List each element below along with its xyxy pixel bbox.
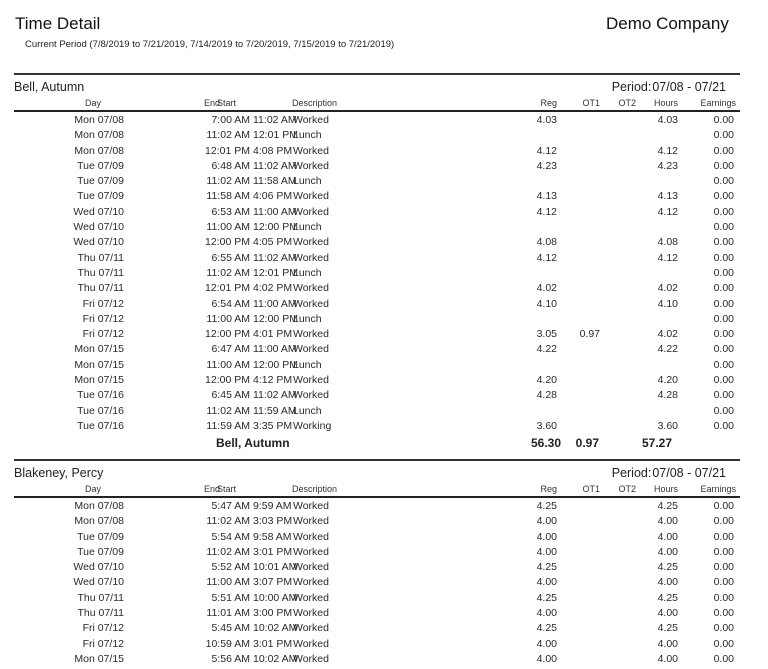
cell-description: Lunch — [293, 266, 322, 279]
cell-reg: 4.20 — [536, 374, 557, 387]
cell-description: Worked — [293, 637, 329, 650]
cell-earnings: 0.00 — [713, 343, 734, 356]
cell-earnings: 0.00 — [713, 190, 734, 203]
cell-reg: 4.25 — [536, 561, 557, 574]
cell-end: 11:58 AM — [253, 175, 297, 188]
cell-reg: 4.00 — [536, 515, 557, 528]
cell-start: 12:01 PM — [205, 282, 250, 295]
cell-description: Worked — [293, 144, 329, 157]
employee-name: Blakeney, Percy — [14, 466, 104, 480]
cell-earnings: 0.00 — [713, 652, 734, 665]
cell-day: Wed 07/10 — [73, 205, 124, 218]
cell-start: 11:02 AM — [206, 175, 250, 188]
cell-description: Worked — [293, 190, 329, 203]
employee-name: Bell, Autumn — [14, 80, 85, 94]
cell-end: 3:03 PM — [253, 515, 293, 528]
cell-description: Worked — [293, 591, 329, 604]
table-row — [14, 388, 740, 403]
cell-reg: 3.05 — [536, 328, 557, 341]
cell-end: 3:07 PM — [253, 576, 293, 589]
cell-start: 11:01 AM — [206, 607, 250, 620]
cell-start: 5:52 AM — [211, 561, 250, 574]
table-row — [14, 530, 740, 545]
cell-day: Thu 07/11 — [77, 266, 124, 279]
cell-earnings: 0.00 — [713, 221, 734, 234]
cell-end: 12:00 PM — [253, 312, 298, 325]
cell-reg: 3.60 — [536, 419, 557, 432]
cell-end: 4:05 PM — [253, 236, 293, 249]
cell-description: Worked — [293, 622, 329, 635]
cell-start: 5:51 AM — [211, 591, 250, 604]
cell-description: Lunch — [293, 404, 322, 417]
cell-hours: 4.22 — [657, 343, 678, 356]
cell-hours: 4.03 — [657, 114, 678, 126]
table-row — [14, 637, 740, 652]
column-header-start: Start — [216, 484, 236, 494]
cell-end: 3:01 PM — [253, 637, 293, 650]
table-row — [14, 621, 740, 636]
cell-start: 12:01 PM — [205, 144, 250, 157]
cell-description: Worked — [293, 236, 329, 249]
cell-start: 10:59 AM — [205, 637, 250, 650]
cell-reg: 4.00 — [536, 607, 557, 620]
cell-hours: 4.25 — [657, 591, 678, 604]
cell-description: Lunch — [293, 175, 322, 188]
cell-earnings: 0.00 — [713, 266, 734, 279]
cell-description: Worked — [293, 515, 329, 528]
table-row — [14, 220, 740, 235]
cell-hours: 4.00 — [657, 545, 678, 558]
section-divider — [14, 73, 740, 75]
cell-hours: 4.28 — [657, 389, 678, 402]
cell-end: 4:06 PM — [253, 190, 293, 203]
cell-description: Worked — [293, 343, 329, 356]
cell-day: Wed 07/10 — [73, 576, 124, 589]
table-row — [14, 189, 740, 204]
cell-earnings: 0.00 — [713, 251, 734, 264]
cell-hours: 4.12 — [657, 205, 678, 218]
cell-end: 3:01 PM — [253, 545, 293, 558]
cell-end: 12:00 PM — [253, 358, 298, 371]
cell-start: 6:54 AM — [211, 297, 250, 310]
cell-reg: 4.13 — [536, 190, 557, 203]
cell-earnings: 0.00 — [713, 114, 734, 126]
cell-hours: 4.00 — [657, 515, 678, 528]
cell-day: Thu 07/11 — [77, 591, 124, 604]
cell-start: 11:00 AM — [206, 576, 250, 589]
cell-end: 12:01 PM — [253, 129, 298, 142]
cell-hours: 4.20 — [657, 374, 678, 387]
column-header-description: Description — [292, 98, 338, 108]
cell-day: Mon 07/15 — [74, 358, 124, 371]
table-row — [14, 128, 740, 143]
employee-total-row — [14, 434, 740, 452]
table-row — [14, 545, 740, 560]
table-row — [14, 266, 740, 281]
cell-day: Tue 07/09 — [77, 175, 124, 188]
cell-end: 12:00 PM — [253, 221, 298, 234]
cell-earnings: 0.00 — [713, 297, 734, 310]
cell-end: 3:35 PM — [253, 419, 293, 432]
table-row — [14, 342, 740, 357]
cell-description: Lunch — [293, 358, 322, 371]
table-row — [14, 144, 740, 159]
total-name: Bell, Autumn — [216, 436, 290, 451]
cell-hours: 4.00 — [657, 530, 678, 543]
table-row — [14, 281, 740, 296]
cell-start: 5:56 AM — [211, 652, 250, 665]
cell-start: 11:00 AM — [206, 312, 250, 325]
cell-day: Wed 07/10 — [73, 236, 124, 249]
cell-reg: 4.25 — [536, 500, 557, 512]
cell-day: Wed 07/10 — [73, 221, 124, 234]
cell-end: 11:00 AM — [253, 343, 297, 356]
table-row — [14, 404, 740, 419]
table-row — [14, 297, 740, 312]
cell-description: Worked — [293, 251, 329, 264]
cell-earnings: 0.00 — [713, 374, 734, 387]
cell-day: Tue 07/09 — [77, 190, 124, 203]
cell-reg: 4.00 — [536, 530, 557, 543]
cell-start: 11:00 AM — [206, 358, 250, 371]
cell-earnings: 0.00 — [713, 545, 734, 558]
cell-description: Worked — [293, 607, 329, 620]
cell-end: 11:02 AM — [253, 114, 297, 126]
cell-description: Worked — [293, 328, 329, 341]
cell-reg: 4.12 — [536, 251, 557, 264]
cell-hours: 4.12 — [657, 251, 678, 264]
column-header-reg: Reg — [540, 484, 557, 494]
cell-end: 10:02 AM — [253, 652, 298, 665]
cell-description: Worked — [293, 374, 329, 387]
column-header-day: Day — [84, 484, 101, 494]
cell-day: Mon 07/15 — [74, 374, 124, 387]
cell-start: 11:58 AM — [206, 190, 250, 203]
cell-end: 9:58 AM — [253, 530, 292, 543]
cell-end: 11:02 AM — [253, 389, 297, 402]
cell-day: Fri 07/12 — [82, 328, 124, 341]
table-row — [14, 575, 740, 590]
cell-earnings: 0.00 — [713, 622, 734, 635]
cell-day: Tue 07/16 — [77, 419, 124, 432]
cell-description: Lunch — [293, 312, 322, 325]
cell-day: Mon 07/15 — [74, 652, 124, 665]
cell-reg: 4.00 — [536, 545, 557, 558]
table-row — [14, 113, 740, 128]
cell-start: 6:48 AM — [211, 159, 250, 172]
cell-reg: 4.02 — [536, 282, 557, 295]
cell-description: Worked — [293, 114, 329, 126]
cell-reg: 4.08 — [536, 236, 557, 249]
cell-earnings: 0.00 — [713, 312, 734, 325]
column-header-hours: Hours — [653, 484, 678, 494]
cell-description: Worked — [293, 159, 329, 172]
header-rule — [14, 110, 740, 112]
column-header-earnings: Earnings — [700, 98, 736, 108]
cell-day: Wed 07/10 — [73, 561, 124, 574]
cell-hours: 4.08 — [657, 236, 678, 249]
cell-end: 11:00 AM — [253, 205, 297, 218]
table-row — [14, 327, 740, 342]
cell-earnings: 0.00 — [713, 205, 734, 218]
table-row — [14, 312, 740, 327]
cell-earnings: 0.00 — [713, 159, 734, 172]
cell-start: 7:00 AM — [211, 114, 250, 126]
cell-reg: 4.03 — [536, 114, 557, 126]
column-header-description: Description — [292, 484, 338, 494]
cell-day: Mon 07/15 — [74, 343, 124, 356]
cell-description: Working — [293, 419, 332, 432]
cell-earnings: 0.00 — [713, 576, 734, 589]
cell-earnings: 0.00 — [713, 591, 734, 604]
cell-start: 12:00 PM — [205, 374, 250, 387]
table-row — [14, 205, 740, 220]
table-row — [14, 358, 740, 373]
period-label: Period: — [611, 80, 652, 94]
cell-reg: 4.25 — [536, 591, 557, 604]
table-row — [14, 560, 740, 575]
cell-description: Lunch — [293, 129, 322, 142]
cell-end: 4:08 PM — [253, 144, 293, 157]
cell-start: 12:00 PM — [205, 236, 250, 249]
cell-earnings: 0.00 — [713, 129, 734, 142]
column-header-ot2: OT2 — [618, 98, 636, 108]
cell-description: Worked — [293, 652, 329, 665]
table-row — [14, 251, 740, 266]
cell-reg: 4.12 — [536, 144, 557, 157]
cell-end: 9:59 AM — [253, 500, 292, 512]
cell-end: 11:02 AM — [253, 159, 297, 172]
cell-description: Worked — [293, 297, 329, 310]
report-title: Time Detail — [15, 14, 101, 33]
cell-start: 12:00 PM — [205, 328, 250, 341]
cell-reg: 4.23 — [536, 159, 557, 172]
cell-earnings: 0.00 — [713, 561, 734, 574]
table-row — [14, 235, 740, 250]
company-name: Demo Company — [606, 14, 729, 33]
cell-earnings: 0.00 — [713, 515, 734, 528]
cell-description: Worked — [293, 205, 329, 218]
cell-description: Worked — [293, 282, 329, 295]
cell-start: 6:53 AM — [211, 205, 250, 218]
cell-day: Fri 07/12 — [82, 637, 124, 650]
cell-reg: 4.28 — [536, 389, 557, 402]
cell-description: Worked — [293, 530, 329, 543]
cell-earnings: 0.00 — [713, 419, 734, 432]
cell-description: Lunch — [293, 221, 322, 234]
column-header-ot2: OT2 — [618, 484, 636, 494]
period-label: Period: — [611, 466, 652, 480]
cell-earnings: 0.00 — [713, 530, 734, 543]
cell-start: 11:59 AM — [206, 419, 250, 432]
cell-hours: 4.25 — [657, 622, 678, 635]
column-header-row — [14, 484, 740, 496]
cell-description: Worked — [293, 500, 329, 512]
cell-day: Tue 07/09 — [77, 530, 124, 543]
cell-start: 6:45 AM — [211, 389, 250, 402]
cell-hours: 4.25 — [657, 561, 678, 574]
cell-reg: 4.12 — [536, 205, 557, 218]
cell-day: Tue 07/16 — [77, 404, 124, 417]
table-row — [14, 514, 740, 529]
cell-end: 4:12 PM — [253, 374, 293, 387]
cell-earnings: 0.00 — [713, 282, 734, 295]
cell-start: 5:47 AM — [211, 500, 250, 512]
cell-day: Mon 07/08 — [74, 129, 124, 142]
cell-hours: 4.12 — [657, 144, 678, 157]
table-row — [14, 419, 740, 434]
cell-day: Tue 07/09 — [77, 159, 124, 172]
cell-earnings: 0.00 — [713, 500, 734, 512]
column-header-hours: Hours — [653, 98, 678, 108]
cell-hours: 4.00 — [657, 637, 678, 650]
cell-start: 11:02 AM — [206, 515, 250, 528]
column-header-ot1: OT1 — [582, 484, 600, 494]
cell-reg: 4.00 — [536, 652, 557, 665]
cell-earnings: 0.00 — [713, 328, 734, 341]
cell-description: Worked — [293, 545, 329, 558]
cell-start: 5:45 AM — [211, 622, 250, 635]
column-header-day: Day — [84, 98, 101, 108]
cell-description: Worked — [293, 389, 329, 402]
column-header-start: Start — [216, 98, 236, 108]
cell-description: Worked — [293, 561, 329, 574]
column-header-end: End — [204, 484, 221, 494]
cell-end: 11:00 AM — [253, 297, 297, 310]
cell-earnings: 0.00 — [713, 637, 734, 650]
cell-earnings: 0.00 — [713, 175, 734, 188]
cell-end: 3:00 PM — [253, 607, 293, 620]
cell-earnings: 0.00 — [713, 358, 734, 371]
table-row — [14, 499, 740, 514]
cell-hours: 4.02 — [657, 328, 678, 341]
cell-start: 11:02 AM — [206, 266, 250, 279]
cell-start: 11:00 AM — [206, 221, 250, 234]
cell-reg: 4.10 — [536, 297, 557, 310]
cell-end: 11:59 AM — [253, 404, 297, 417]
cell-start: 5:54 AM — [211, 530, 250, 543]
cell-hours: 4.13 — [657, 190, 678, 203]
cell-day: Tue 07/16 — [77, 389, 124, 402]
table-row — [14, 606, 740, 621]
cell-start: 11:02 AM — [206, 404, 250, 417]
cell-hours: 3.60 — [657, 419, 678, 432]
cell-day: Fri 07/12 — [82, 297, 124, 310]
period-range: 07/08 - 07/21 — [652, 466, 726, 480]
time-entries — [14, 499, 740, 667]
report-period-subtitle: Current Period (7/8/2019 to 7/21/2019, 7/14/2019 to 7/20/2019, 7/15/2019 to 7/21/2019) — [25, 39, 395, 50]
cell-end: 10:00 AM — [253, 591, 298, 604]
cell-day: Mon 07/08 — [74, 114, 124, 126]
cell-earnings: 0.00 — [713, 144, 734, 157]
cell-hours: 4.02 — [657, 282, 678, 295]
cell-end: 10:01 AM — [253, 561, 298, 574]
cell-hours: 4.10 — [657, 297, 678, 310]
cell-end: 12:01 PM — [253, 266, 298, 279]
cell-reg: 4.22 — [536, 343, 557, 356]
time-entries — [14, 113, 740, 452]
cell-start: 11:02 AM — [206, 545, 250, 558]
cell-earnings: 0.00 — [713, 236, 734, 249]
cell-day: Thu 07/11 — [77, 282, 124, 295]
table-row — [14, 591, 740, 606]
column-header-reg: Reg — [540, 98, 557, 108]
cell-day: Mon 07/08 — [74, 515, 124, 528]
cell-reg: 4.00 — [536, 576, 557, 589]
cell-day: Tue 07/09 — [77, 545, 124, 558]
cell-earnings: 0.00 — [713, 404, 734, 417]
cell-hours: 4.00 — [657, 607, 678, 620]
total-hours: 57.27 — [641, 436, 672, 451]
cell-end: 11:02 AM — [253, 251, 297, 264]
employee-section — [14, 459, 740, 669]
cell-description: Worked — [293, 576, 329, 589]
cell-hours: 4.00 — [657, 652, 678, 665]
period-range: 07/08 - 07/21 — [652, 80, 726, 94]
header-rule — [14, 496, 740, 498]
cell-day: Mon 07/08 — [74, 500, 124, 512]
cell-end: 4:01 PM — [253, 328, 293, 341]
table-row — [14, 373, 740, 388]
cell-earnings: 0.00 — [713, 607, 734, 620]
total-reg: 56.30 — [530, 436, 561, 451]
cell-start: 11:02 AM — [206, 129, 250, 142]
table-row — [14, 652, 740, 667]
cell-earnings: 0.00 — [713, 389, 734, 402]
cell-ot1: 0.97 — [579, 328, 600, 341]
employee-period — [612, 80, 726, 94]
table-row — [14, 159, 740, 174]
cell-end: 10:02 AM — [253, 622, 298, 635]
cell-day: Mon 07/08 — [74, 144, 124, 157]
employee-period — [612, 466, 726, 480]
column-header-row — [14, 98, 740, 110]
cell-hours: 4.23 — [657, 159, 678, 172]
column-header-earnings: Earnings — [700, 484, 736, 494]
cell-day: Thu 07/11 — [77, 607, 124, 620]
cell-end: 4:02 PM — [253, 282, 293, 295]
cell-hours: 4.25 — [657, 500, 678, 512]
table-row — [14, 174, 740, 189]
cell-day: Fri 07/12 — [82, 622, 124, 635]
column-header-ot1: OT1 — [582, 98, 600, 108]
cell-reg: 4.25 — [536, 622, 557, 635]
cell-day: Fri 07/12 — [82, 312, 124, 325]
column-header-end: End — [204, 98, 221, 108]
cell-start: 6:47 AM — [211, 343, 250, 356]
cell-hours: 4.00 — [657, 576, 678, 589]
cell-day: Thu 07/11 — [77, 251, 124, 264]
cell-start: 6:55 AM — [211, 251, 250, 264]
employee-section — [14, 73, 740, 463]
cell-reg: 4.00 — [536, 637, 557, 650]
total-ot1: 0.97 — [575, 436, 599, 451]
